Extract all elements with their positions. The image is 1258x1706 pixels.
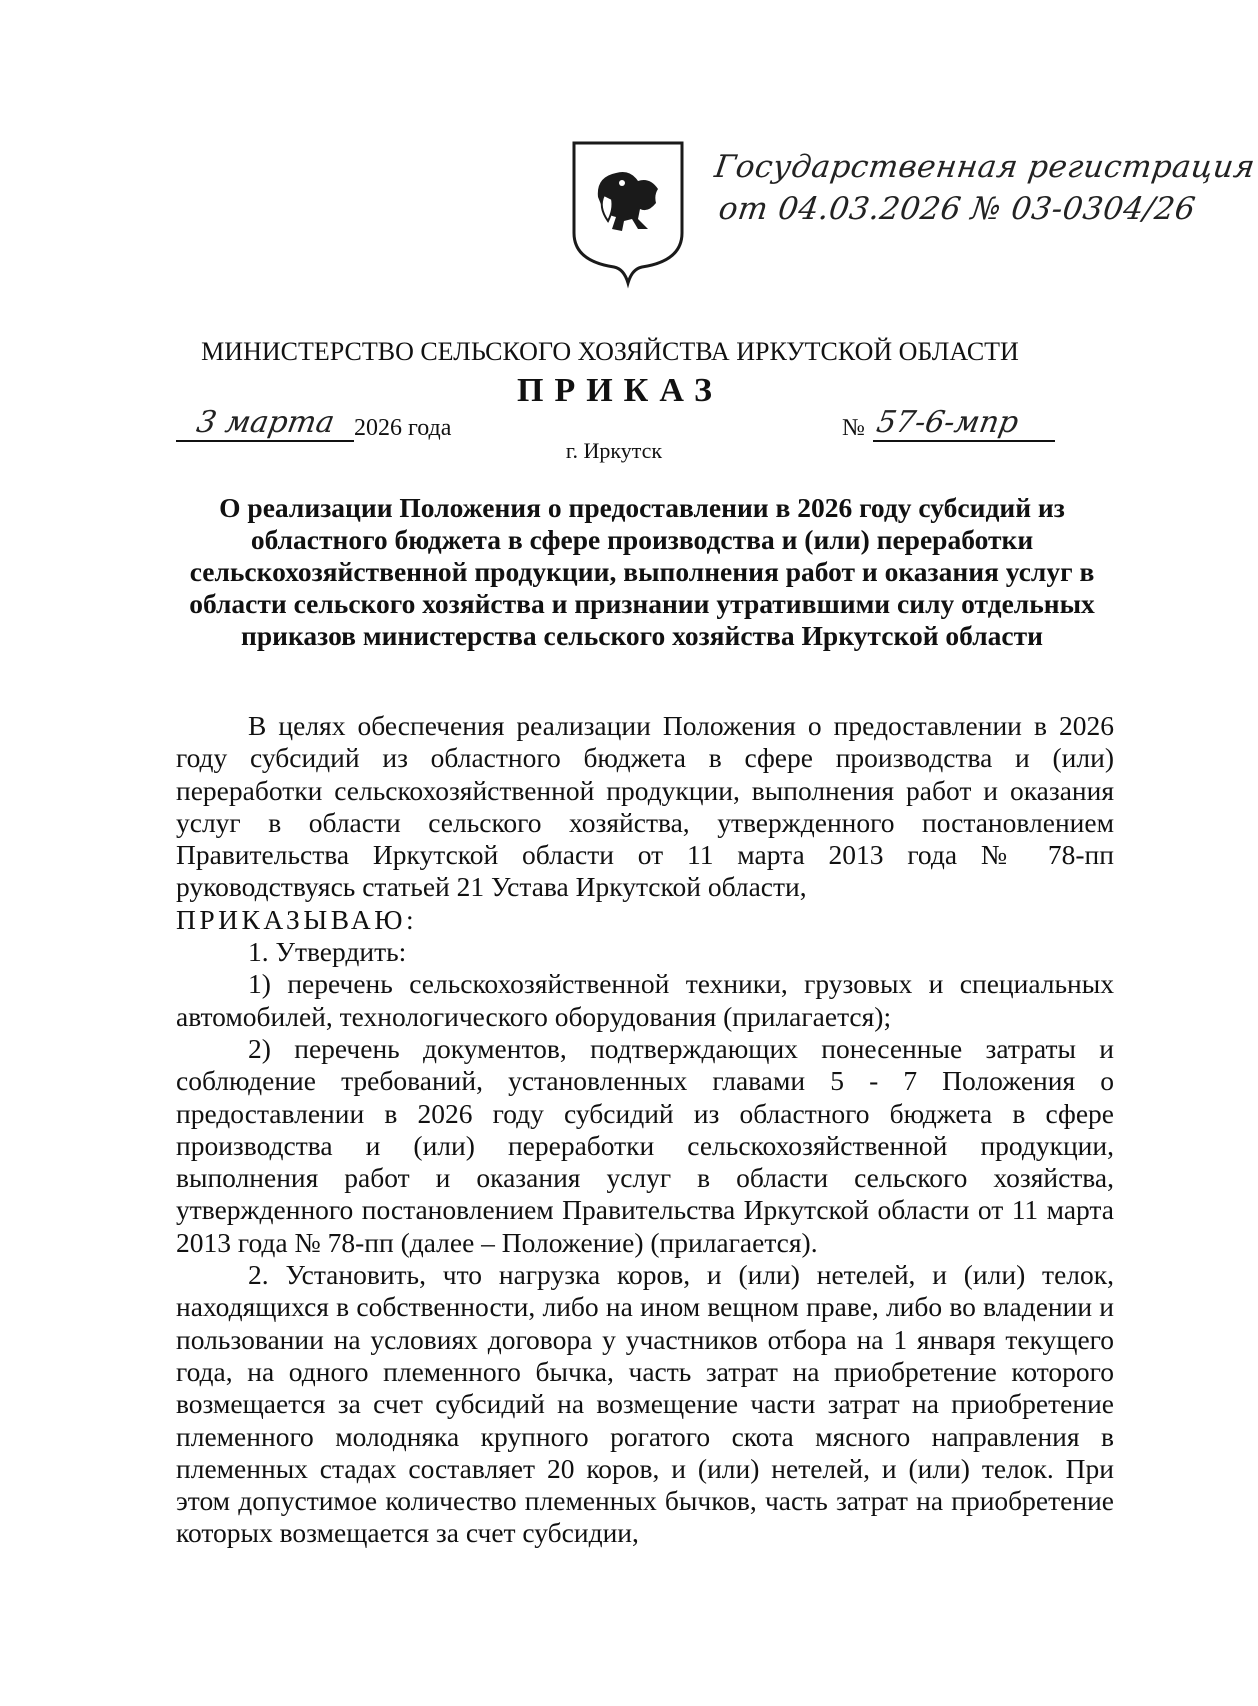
order-number [842,405,1055,442]
order-date [176,405,452,442]
registration-line-2: от 04.03.2026 № 03-0304/26 [716,191,1198,227]
number-prefix: № [842,415,865,441]
ministry-name: МИНИСТЕРСТВО СЕЛЬСКОГО ХОЗЯЙСТВА ИРКУТСКОЙ ОБЛАСТИ [201,337,1019,366]
registration-line-1: Государственная регистрация [712,149,1258,185]
item-1: 1. Утвердить: [248,936,407,968]
number-handwritten-field [873,405,1055,442]
date-suffix: 2026 года [354,415,452,441]
coat-of-arms-icon [568,137,688,285]
number-handwritten: 57-6-мпр [873,405,1022,440]
document-body [176,710,1114,1550]
document-title: О реализации Положения о предоставлении в 2026 году субсидий из областного бюджета в сфере производства и (или) переработки сельскохозяйственной продукции, выполнения работ и оказания услуг в области сельского хозяйства и признании утратившими силу отдельных приказов министерства сельского хозяйства Иркутской области [189,492,1095,651]
date-handwritten: 3 марта [193,405,337,440]
order-word: ПРИКАЗЫВАЮ: [176,903,418,935]
document-type: ПРИКАЗ [517,372,723,409]
registration-stamp [706,146,1258,230]
date-handwritten-field [176,405,354,442]
item-2: 2. Установить, что нагрузка коров, и (или) нетелей, и (или) телок, находящихся в собственности, либо на ином вещном праве, либо во владении и пользовании на условиях договора у участников отбора на 1 января текущего года, на одного племенного бычка, часть затрат на приобретение которого возмещается за счет субсидий на возмещение части затрат на приобретение племенного молодняка крупного рогатого скота мясного направления в племенных стадах составляет 20 коров, и (или) нетелей, и (или) телок. При этом допустимое количество племенных бычков, часть затрат на приобретение которых возмещается за счет субсидии, [176,1259,1114,1549]
item-1-1: 1) перечень сельскохозяйственной техники, грузовых и специальных автомобилей, технологического оборудования (прилагается); [176,968,1114,1032]
preamble-paragraph: В целях обеспечения реализации Положения о предоставлении в 2026 году субсидий из областного бюджета в сфере производства и (или) переработки сельскохозяйственной продукции, выполнения работ и оказания услуг в области сельского хозяйства, утвержденного постановлением Правительства Иркутской области от 11 марта 2013 года № 78-пп руководствуясь статьей 21 Устава Иркутской области, [176,710,1114,903]
city: г. Иркутск [565,438,663,463]
item-1-2: 2) перечень документов, подтверждающих понесенные затраты и соблюдение требований, установленных главами 5 - 7 Положения о предоставлении в 2026 году субсидий из областного бюджета в сфере производства и (или) переработки сельскохозяйственной продукции, выполнения работ и оказания услуг в области сельского хозяйства, утвержденного постановлением Правительства Иркутской области от 11 марта 2013 года № 78-пп (далее – Положение) (прилагается). [176,1032,1114,1258]
